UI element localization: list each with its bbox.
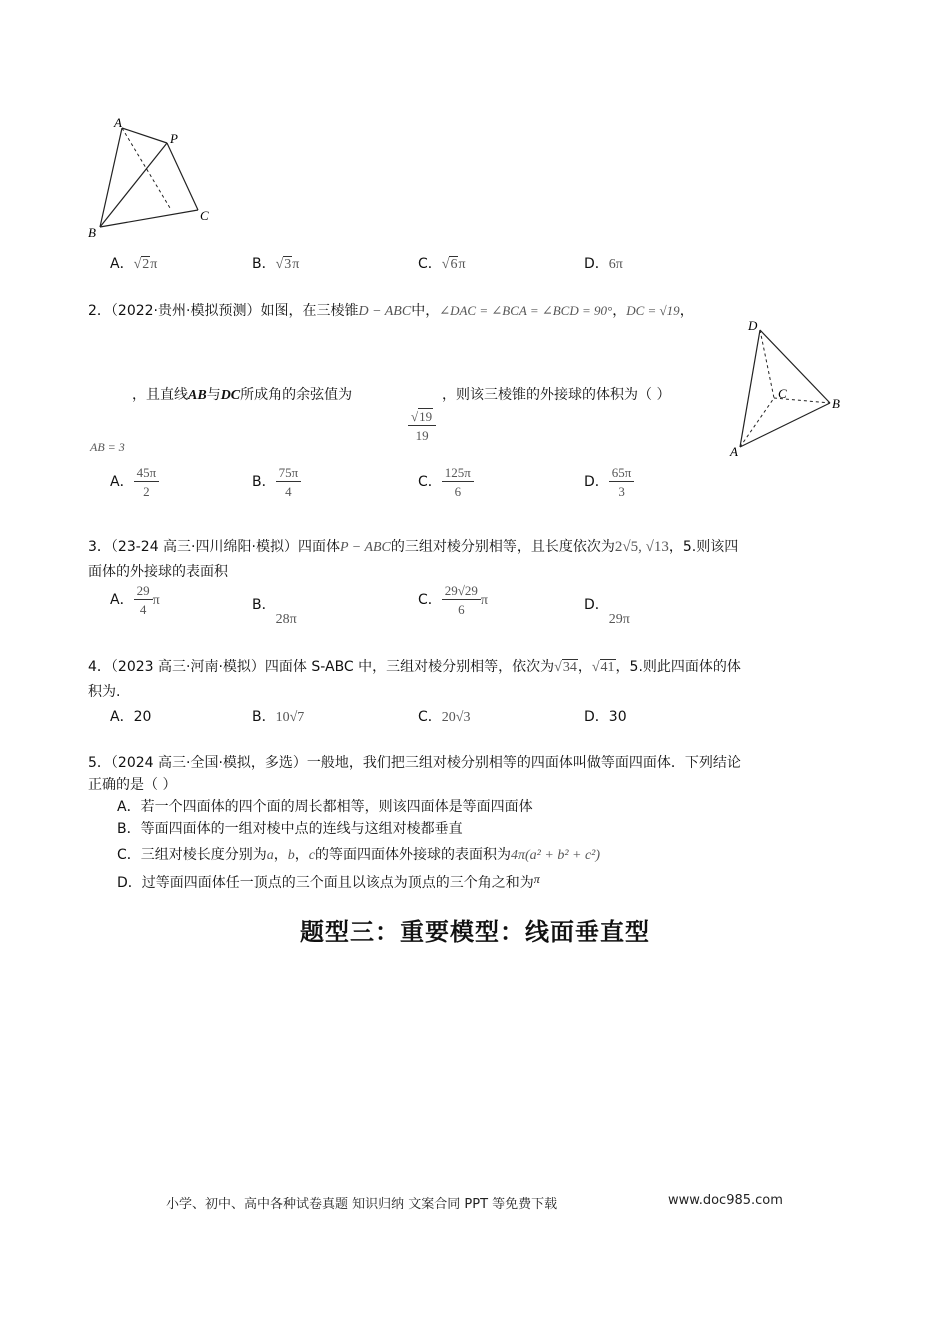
- q3-stem-line1: 3．（23-24 高三·四川绵阳·模拟）四面体P − ABC的三组对棱分别相等，且长度依次为2√5, √13，5.则该四: [88, 539, 739, 555]
- q2-option-d: D． $\frac{65\pi}{3}$: [584, 466, 634, 498]
- q3-stem-line2: 面体的外接球的表面积: [88, 564, 228, 580]
- q2-ab-eq: AB = 3: [90, 440, 125, 454]
- label-a: A: [114, 115, 122, 130]
- q3-option-c: C． $\frac{29√29}{6}$ π: [418, 583, 488, 617]
- q5-option-c: C．三组对棱长度分别为a，b，c的等面四面体外接球的表面积为4π(a² + b² + c²): [117, 847, 601, 863]
- label-b: B: [88, 225, 96, 240]
- q2-option-c: C． $\frac{125\pi}{6}$: [418, 466, 474, 498]
- q4-stem-line2: 积为.: [88, 684, 121, 700]
- footer-site-link[interactable]: www.doc985.com: [668, 1193, 783, 1208]
- q2-stem-line1: 2．（2022·贵州·模拟预测）如图，在三棱锥D − ABC中，∠DAC = ∠BCA = ∠BCD = 90°，DC = √19，: [88, 303, 694, 319]
- label-c2: C: [778, 386, 787, 401]
- figure-tetrahedron-dabc: [722, 316, 852, 461]
- q2-cosine-fraction: $\frac{√19}{19}$: [408, 410, 436, 442]
- label-a2: A: [730, 444, 738, 459]
- footer-text: 小学、初中、高中各种试卷真题 知识归纳 文案合同 PPT 等免费下载: [166, 1197, 558, 1212]
- q4-option-c: C．20√3: [418, 709, 471, 725]
- q3-option-a: A． $\frac{29}{4}$ π: [110, 583, 160, 617]
- label-p: P: [170, 131, 178, 146]
- q3-option-b: B．28π: [252, 597, 297, 627]
- label-d: D: [748, 318, 758, 333]
- q5-option-d: D．过等面四面体任一顶点的三个面且以该点为顶点的三个角之和为π: [117, 872, 540, 891]
- section-heading: 题型三：重要模型：线面垂直型: [300, 918, 650, 946]
- q1-option-c: C．√6π: [418, 256, 466, 272]
- q5-stem-line1: 5．（2024 高三·全国·模拟，多选）一般地，我们把三组对棱分别相等的四面体叫做等面四面体．下列结论: [88, 755, 741, 771]
- q4-option-b: B．10√7: [252, 709, 305, 725]
- q5-option-b: B．等面四面体的一组对棱中点的连线与这组对棱都垂直: [117, 821, 463, 837]
- label-c: C: [200, 208, 209, 223]
- q3-option-d: D．29π: [584, 597, 630, 627]
- q4-option-a: A．20: [110, 709, 152, 725]
- q2-option-a: A． $\frac{45\pi}{2}$: [110, 466, 159, 498]
- q1-option-a: A．√2π: [110, 256, 158, 272]
- q4-stem-line1: 4．（2023 高三·河南·模拟）四面体 S-ABC 中，三组对棱分别相等，依次为√34，√41，5.则此四面体的体: [88, 659, 741, 675]
- q5-stem-line2: 正确的是（ ）: [88, 777, 177, 793]
- q1-option-b: B．√3π: [252, 256, 300, 272]
- q2-option-b: B． $\frac{75\pi}{4}$: [252, 466, 301, 498]
- label-b2: B: [832, 396, 840, 411]
- q2-stem-line2-tail: ，则该三棱锥的外接球的体积为（ ）: [442, 387, 671, 403]
- figure-tetrahedron-pabc: [80, 110, 220, 245]
- q1-option-d: D．6π: [584, 256, 623, 272]
- q2-stem-line2: ，且直线AB与DC所成角的余弦值为: [132, 387, 353, 403]
- q5-option-a: A．若一个四面体的四个面的周长都相等，则该四面体是等面四面体: [117, 799, 533, 815]
- q4-option-d: D．30: [584, 709, 627, 725]
